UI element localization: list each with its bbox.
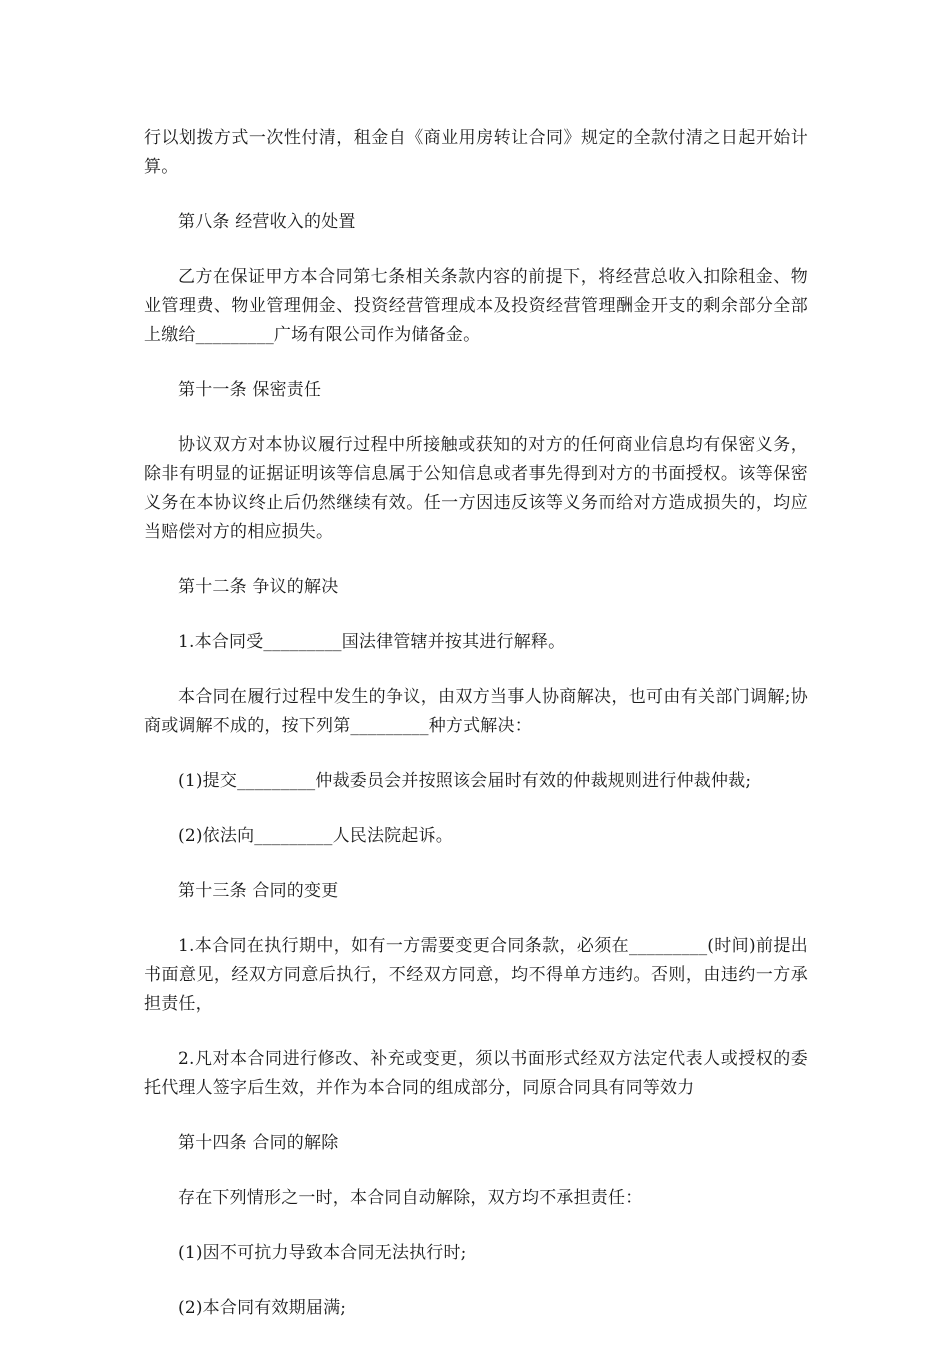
paragraph-change-notice: 1.本合同在执行期中，如有一方需要变更合同条款，必须在_________(时间)前提出书面意见，经双方同意后执行，不经双方同意，均不得单方违约。否则，由违约一方承担责任， [144, 936, 808, 1014]
paragraph-revenue-disposal: 乙方在保证甲方本合同第七条相关条款内容的前提下，将经营总收入扣除租金、物业管理费、物业管理佣金、投资经营管理成本及投资经营管理酬金开支的剩余部分全部上缴给_________广场有限公司作为储备金。 [144, 267, 808, 345]
section-heading-article-12: 第十二条 争议的解决 [178, 577, 339, 597]
paragraph-term-expiry: (2)本合同有效期届满; [178, 1298, 347, 1318]
paragraph-court-option: (2)依法向_________人民法院起诉。 [178, 826, 453, 846]
paragraph-change-form: 2.凡对本合同进行修改、补充或变更，须以书面形式经双方法定代表人或授权的委托代理人签字后生效，并作为本合同的组成部分，同原合同具有同等效力 [144, 1049, 808, 1098]
section-heading-article-8: 第八条 经营收入的处置 [178, 212, 356, 232]
paragraph-confidentiality: 协议双方对本协议履行过程中所接触或获知的对方的任何商业信息均有保密义务，除非有明显的证据证明该等信息属于公知信息或者事先得到对方的书面授权。该等保密义务在本协议终止后仍然继续有效。任一方因违反该等义务而给对方造成损失的，均应当赔偿对方的相应损失。 [144, 435, 808, 542]
paragraph-arbitration-option: (1)提交_________仲裁委员会并按照该会届时有效的仲裁规则进行仲裁仲裁; [178, 771, 752, 791]
paragraph-rent-payment: 行以划拨方式一次性付清，租金自《商业用房转让合同》规定的全款付清之日起开始计算。 [144, 128, 808, 177]
paragraph-dispute-method: 本合同在履行过程中发生的争议，由双方当事人协商解决，也可由有关部门调解;协商或调解不成的，按下列第_________种方式解决： [144, 687, 808, 736]
paragraph-governing-law: 1.本合同受_________国法律管辖并按其进行解释。 [178, 632, 566, 652]
paragraph-force-majeure: (1)因不可抗力导致本合同无法执行时; [178, 1243, 467, 1263]
section-heading-article-14: 第十四条 合同的解除 [178, 1133, 339, 1153]
section-heading-article-13: 第十三条 合同的变更 [178, 881, 339, 901]
document-body [144, 124, 808, 1349]
section-heading-article-11: 第十一条 保密责任 [178, 380, 322, 400]
paragraph-termination-intro: 存在下列情形之一时，本合同自动解除，双方均不承担责任： [178, 1188, 643, 1208]
